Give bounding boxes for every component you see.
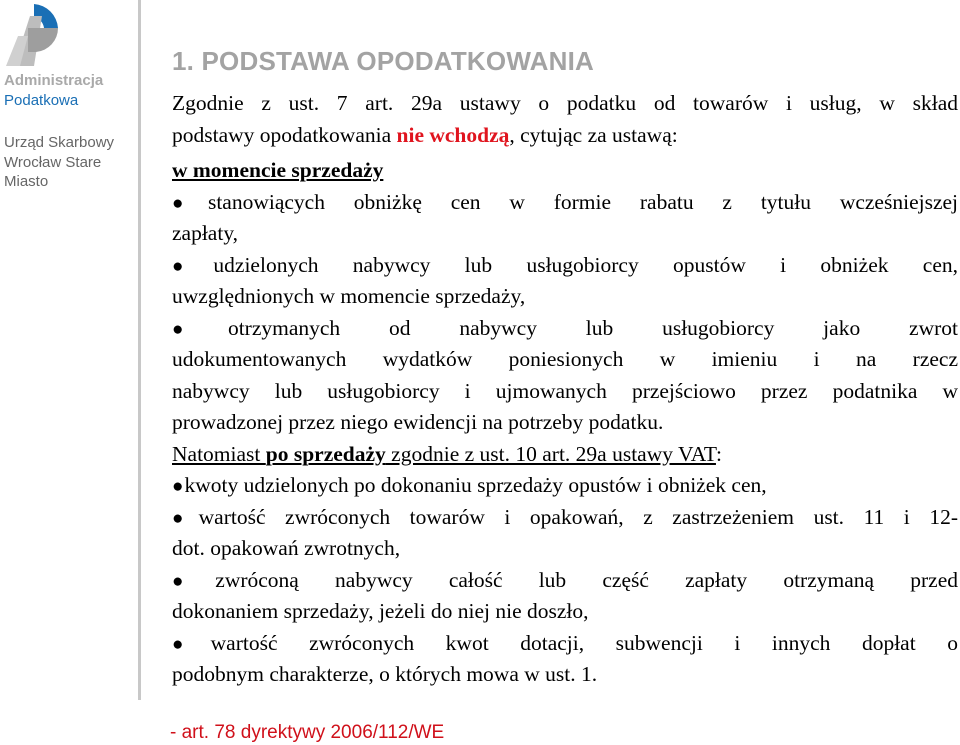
text-span: : [715,441,722,466]
text-span: zgodnie z ust. 10 art. 29a ustawy VAT [385,441,716,466]
text-line: dokonaniem sprzedaży, jeżeli do niej nie doszło, [172,599,589,623]
bold-text: po sprzedaży [265,441,386,466]
section-heading [172,155,958,187]
heading-text: w momencie sprzedaży [172,158,384,182]
slide-title: 1. PODSTAWA OPODATKOWANIA [172,46,594,76]
bullet-item: ● stanowiących obniżkę cen w formie rabatu z tytułu wcześniejszej [172,187,958,219]
brand-name-line1: Administracja [4,72,104,89]
office-line: Urząd Skarbowy [4,134,115,151]
bullet-item: ● kwoty udzielonych po dokonaniu sprzedaży opustów i obniżek cen, [172,470,958,502]
bullet-item: ● otrzymanych od nabywcy lub usługobiorcy jako zwrot [172,313,958,345]
administracja-podatkowa-logo-icon [4,2,60,73]
text-line: prowadzonej przez niego ewidencji na potrzeby podatku. [172,410,664,434]
slide-body [172,88,958,691]
text-line: nabywcy lub usługobiorcy i ujmowanych przejściowo przez podatnika w [172,378,958,403]
text-span: Natomiast [172,441,266,466]
text-line: podobnym charakterze, o których mowa w ust. 1. [172,662,598,686]
highlight-text: nie wchodzą [396,122,510,147]
text-line: uwzględnionych w momencie sprzedaży, [172,284,526,308]
bullet-item: ● zwróconą nabywcy całość lub część zapłaty otrzymaną przed [172,565,958,597]
office-name [4,133,114,192]
brand-name-line2: Podatkowa [4,92,79,109]
office-line: Wrocław Stare [4,153,102,171]
text-line [172,439,958,471]
bullet-item: ● udzielonych nabywcy lub usługobiorcy opustów i obniżek cen, [172,250,958,282]
text-line: Zgodnie z ust. 7 art. 29a ustawy o podatku od towarów i usług, w skład [172,91,958,115]
text-line: zapłaty, [172,221,239,245]
sidebar-divider [138,0,141,700]
bullet-item: ● wartość zwróconych towarów i opakowań, z zastrzeżeniem ust. 11 i 12- [172,502,958,534]
text-span: podstawy opodatkowania [172,122,397,147]
office-line: Miasto [4,173,49,190]
bullet-item: ● wartość zwróconych kwot dotacji, subwencji i innych dopłat o [172,628,958,660]
text-line: udokumentowanych wydatków poniesionych w imieniu i na rzecz [172,347,958,371]
text-line [172,120,958,152]
text-span: , cytując za ustawą: [509,122,678,147]
footer-reference: - art. 78 dyrektywy 2006/112/WE [170,722,445,743]
text-line: dot. opakowań zwrotnych, [172,536,401,560]
